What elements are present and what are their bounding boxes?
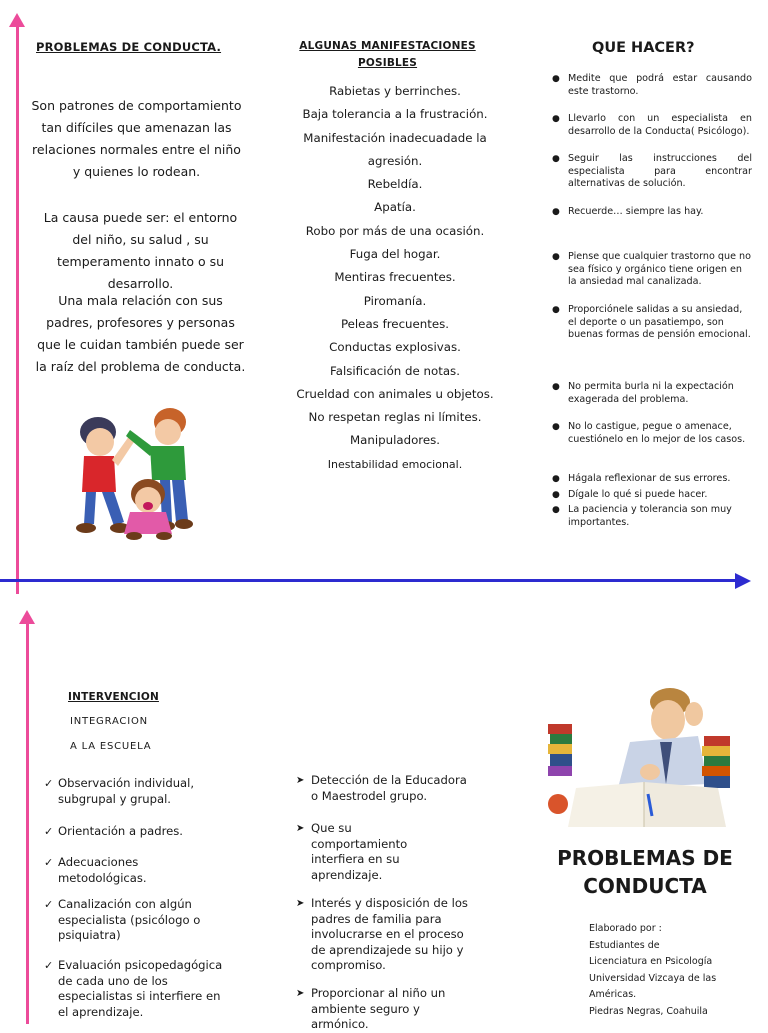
horizontal-axis-arrow bbox=[735, 573, 751, 589]
list-item: Falsificación de notas. bbox=[330, 363, 460, 378]
list-item: ● Hágala reflexionar de sus errores. bbox=[552, 473, 731, 484]
check-icon: ✓ bbox=[44, 898, 54, 911]
col1-paragraph-2: La causa puede ser: el entorno del niño, su salud , su temperamento innato o su desarrollo. bbox=[43, 210, 238, 291]
list-item: Mentiras frecuentes. bbox=[334, 270, 456, 285]
credits-line: Universidad Vizcaya de las bbox=[589, 972, 717, 984]
bullet-icon: ● bbox=[552, 382, 560, 392]
arrow-bullet-icon: ➤ bbox=[296, 898, 305, 909]
credits-line: Piedras Negras, Coahuila bbox=[589, 1005, 708, 1017]
list-item: ● No permita burla ni la expectación exagerada del problema. bbox=[552, 381, 734, 405]
list-item: ● Piense que cualquier trastorno que no sea físico y orgánico tiene origen en la ansiedad mal canalizada. bbox=[552, 251, 751, 287]
col1-paragraph-3 bbox=[33, 290, 248, 378]
check-icon: ✓ bbox=[44, 825, 54, 838]
col1-title: PROBLEMAS DE CONDUCTA. bbox=[36, 40, 222, 54]
student-studying-photo bbox=[548, 684, 730, 827]
list-item: Baja tolerancia a la frustración. bbox=[302, 107, 488, 122]
list-item: ● Medite que podrá estar causando este trastorno. bbox=[552, 73, 752, 97]
col2-title-line1: ALGUNAS MANIFESTACIONES bbox=[299, 40, 476, 52]
manifestation-last-item: Inestabilidad emocional. bbox=[327, 458, 463, 471]
fighting-children-illustration bbox=[68, 402, 198, 542]
que-hacer-title: QUE HACER? bbox=[592, 40, 695, 56]
arrow-bullet-icon: ➤ bbox=[296, 775, 305, 786]
list-item: ➤ Que su comportamiento interfiera en su aprendizaje. bbox=[296, 821, 408, 882]
list-item: Crueldad con animales u objetos. bbox=[296, 386, 494, 401]
list-item: ✓ Observación individual, subgrupal y grupal. bbox=[44, 776, 195, 806]
cover-title bbox=[545, 844, 745, 900]
credits-line: Américas. bbox=[589, 989, 637, 1000]
list-item: ✓ Orientación a padres. bbox=[44, 824, 183, 838]
bullet-icon: ● bbox=[552, 305, 560, 315]
list-item: ✓ Evaluación psicopedagógica de cada uno de los especialistas si interfiere en el aprendizaje. bbox=[44, 958, 223, 1019]
bullet-icon: ● bbox=[552, 252, 560, 262]
manifestations-list bbox=[295, 80, 495, 453]
credits-line: Licenciatura en Psicología bbox=[589, 956, 713, 967]
col1-paragraph-3-text: Una mala relación con sus padres, profesores y personas que le cuidan también puede ser la raíz del problema de conducta. bbox=[35, 293, 246, 374]
list-item: Piromanía. bbox=[363, 293, 427, 308]
bullet-icon: ● bbox=[552, 114, 560, 124]
list-item: ✓ Adecuaciones metodológicas. bbox=[44, 855, 147, 885]
list-item: ● Recuerde… siempre las hay. bbox=[552, 206, 704, 217]
credits bbox=[589, 921, 759, 1020]
list-item: Conductas explosivas. bbox=[329, 340, 461, 355]
bullet-icon: ● bbox=[552, 474, 560, 484]
bullet-icon: ● bbox=[552, 505, 560, 515]
list-item: agresión. bbox=[367, 153, 423, 168]
col1-paragraph-1: Son patrones de comportamiento tan difíciles que amenazan las relaciones normales entre el niño y quienes lo rodean. bbox=[31, 98, 242, 179]
check-icon: ✓ bbox=[44, 959, 54, 972]
list-item: Apatía. bbox=[374, 200, 416, 215]
bullet-icon: ● bbox=[552, 154, 560, 164]
cover-title-line2: CONDUCTA bbox=[583, 874, 707, 898]
list-item: Rabietas y berrinches. bbox=[329, 84, 461, 98]
bullet-icon: ● bbox=[552, 490, 560, 500]
list-item: ● La paciencia y tolerancia son muy importantes. bbox=[552, 504, 732, 528]
list-item: Robo por más de una ocasión. bbox=[305, 223, 485, 238]
integracion-line1: INTEGRACION bbox=[70, 716, 148, 727]
intervencion-title: INTERVENCION bbox=[68, 691, 159, 703]
list-item: No respetan reglas ni límites. bbox=[308, 410, 482, 425]
list-item: Peleas frecuentes. bbox=[340, 316, 450, 331]
bullet-icon: ● bbox=[552, 207, 560, 217]
bullet-icon: ● bbox=[552, 74, 560, 84]
credits-line: Estudiantes de bbox=[589, 939, 660, 951]
list-item: ● Seguir las instrucciones del especialista para encontrar alternativas de solución. bbox=[552, 153, 752, 189]
col2-title-line2: POSIBLES bbox=[357, 57, 418, 69]
list-item: ➤ Interés y disposición de los padres de familia para involucrarse en el proceso de aprendizajede su hijo y compromiso. bbox=[296, 896, 468, 972]
list-item: Rebeldía. bbox=[367, 177, 423, 192]
list-item: Fuga del hogar. bbox=[349, 247, 441, 262]
list-item: ● Llevarlo con un especialista en desarrollo de la Conducta( Psicólogo). bbox=[552, 113, 752, 137]
integracion-line2: A LA ESCUELA bbox=[70, 741, 152, 752]
list-item: ● Proporciónele salidas a su ansiedad, el deporte o un pasatiempo, son buenas formas de pensión emocional. bbox=[552, 304, 751, 340]
check-icon: ✓ bbox=[44, 777, 54, 790]
arrow-bullet-icon: ➤ bbox=[296, 823, 305, 834]
list-item: ➤ Proporcionar al niño un ambiente seguro y armónico. bbox=[296, 986, 446, 1031]
cover-title-line1: PROBLEMAS DE bbox=[557, 846, 733, 870]
arrow-bullet-icon: ➤ bbox=[296, 988, 305, 999]
bottom-vertical-axis bbox=[26, 622, 29, 1024]
top-vertical-axis bbox=[16, 26, 19, 594]
list-item: ● No lo castigue, pegue o amenace, cuestiónelo en lo mejor de los casos. bbox=[552, 421, 746, 445]
list-item: ● Dígale lo qué si puede hacer. bbox=[552, 489, 708, 500]
list-item: Manifestación inadecuadade la bbox=[303, 130, 487, 145]
list-item: ➤ Detección de la Educadora o Maestrodel grupo. bbox=[296, 773, 467, 803]
col2-title bbox=[290, 40, 485, 69]
top-vertical-axis-arrow bbox=[9, 13, 25, 27]
credits-line: Elaborado por : bbox=[589, 923, 662, 934]
check-icon: ✓ bbox=[44, 856, 54, 869]
horizontal-axis bbox=[0, 579, 738, 582]
bullet-icon: ● bbox=[552, 422, 560, 432]
list-item: ✓ Canalización con algún especialista (psicólogo o psiquiatra) bbox=[44, 897, 201, 942]
list-item: Manipuladores. bbox=[349, 433, 441, 448]
